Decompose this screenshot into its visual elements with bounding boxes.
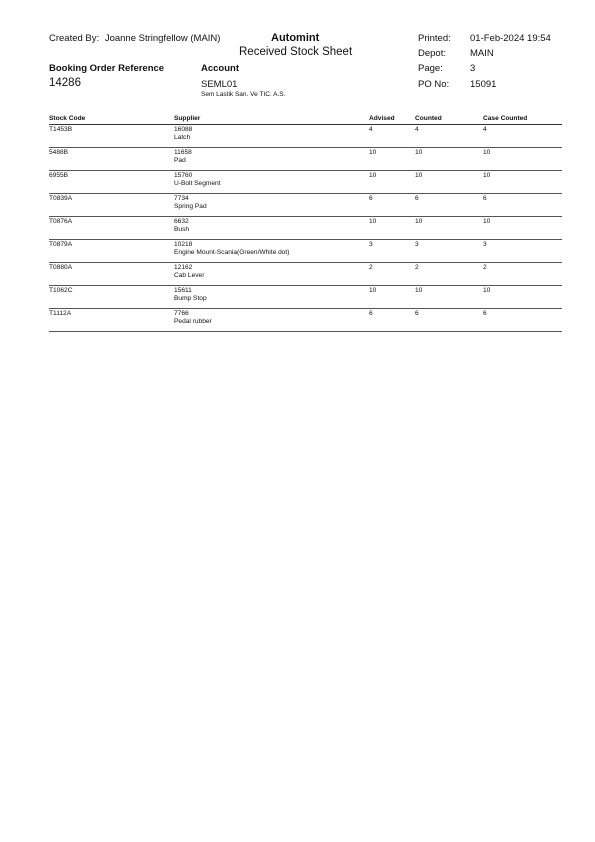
case-counted-qty: 6 (483, 195, 487, 202)
cell-case-counted (483, 194, 562, 217)
table-body (49, 125, 562, 332)
account-label: Account (201, 63, 239, 74)
cell-supplier (174, 148, 369, 171)
table-row (49, 148, 562, 171)
page-label: Page: (418, 63, 443, 74)
cell-case-counted (483, 217, 562, 240)
advised-qty: 3 (369, 241, 373, 248)
advised-qty: 10 (369, 172, 377, 179)
cell-stock-code (49, 309, 174, 332)
cell-counted (415, 148, 483, 171)
advised-qty: 10 (369, 149, 377, 156)
case-counted-qty: 3 (483, 241, 487, 248)
printed-label: Printed: (418, 33, 451, 44)
supplier-code: 7734 (174, 195, 189, 202)
cell-counted (415, 217, 483, 240)
cell-stock-code (49, 125, 174, 148)
cell-advised (369, 240, 415, 263)
cell-case-counted (483, 148, 562, 171)
cell-case-counted (483, 240, 562, 263)
advised-qty: 6 (369, 310, 373, 317)
col-case-counted: Case Counted (483, 114, 562, 125)
col-stock-code: Stock Code (49, 114, 174, 125)
col-counted: Counted (415, 114, 483, 125)
booking-ref-value: 14286 (49, 77, 81, 89)
counted-qty: 10 (415, 287, 423, 294)
counted-qty: 2 (415, 264, 419, 271)
advised-qty: 10 (369, 218, 377, 225)
cell-advised (369, 286, 415, 309)
col-advised: Advised (369, 114, 415, 125)
cell-supplier (174, 194, 369, 217)
cell-advised (369, 125, 415, 148)
stock-table (49, 114, 562, 332)
stock-code: T0880A (49, 264, 73, 271)
cell-advised (369, 194, 415, 217)
po-label: PO No: (418, 79, 450, 90)
cell-case-counted (483, 263, 562, 286)
counted-qty: 10 (415, 149, 423, 156)
advised-qty: 2 (369, 264, 373, 271)
col-supplier: Supplier (174, 114, 369, 125)
supplier-code: 10218 (174, 241, 193, 248)
cell-supplier (174, 217, 369, 240)
stock-code: T0879A (49, 241, 73, 248)
table-header-row (49, 114, 562, 125)
table-row (49, 240, 562, 263)
item-description: Engine Mount-Scania(Green/White dot) (174, 249, 290, 256)
cell-stock-code (49, 240, 174, 263)
created-by-value: Joanne Stringfellow (MAIN) (104, 33, 221, 44)
table-row (49, 263, 562, 286)
item-description: Spring Pad (174, 203, 207, 210)
counted-qty: 10 (415, 172, 423, 179)
cell-stock-code (49, 194, 174, 217)
po-number: 15091 (470, 79, 497, 90)
cell-counted (415, 125, 483, 148)
supplier-code: 6632 (174, 218, 189, 225)
cell-stock-code (49, 217, 174, 240)
cell-advised (369, 263, 415, 286)
cell-supplier (174, 125, 369, 148)
account-name: Sem Lastik San. Ve TIC. A.S. (201, 91, 286, 98)
case-counted-qty: 4 (483, 126, 487, 133)
case-counted-qty: 2 (483, 264, 487, 271)
advised-qty: 4 (369, 126, 373, 133)
case-counted-qty: 10 (483, 218, 491, 225)
table-row (49, 309, 562, 332)
table-row (49, 125, 562, 148)
stock-code: T1112A (49, 310, 72, 317)
supplier-code: 12162 (174, 264, 193, 271)
stock-code: T1453B (49, 126, 73, 133)
cell-advised (369, 309, 415, 332)
counted-qty: 6 (415, 310, 419, 317)
table-row (49, 217, 562, 240)
cell-supplier (174, 263, 369, 286)
cell-case-counted (483, 286, 562, 309)
case-counted-qty: 6 (483, 310, 487, 317)
cell-advised (369, 217, 415, 240)
cell-supplier (174, 309, 369, 332)
cell-supplier (174, 171, 369, 194)
cell-case-counted (483, 125, 562, 148)
cell-supplier (174, 286, 369, 309)
company-name: Automint (271, 32, 320, 44)
depot-value: MAIN (470, 48, 494, 59)
cell-counted (415, 263, 483, 286)
account-code: SEML01 (201, 79, 238, 90)
document-title: Received Stock Sheet (239, 46, 353, 58)
stock-code: T0876A (49, 218, 73, 225)
item-description: U-Bolt Segment (174, 180, 221, 187)
cell-stock-code (49, 148, 174, 171)
depot-label: Depot: (418, 48, 446, 59)
item-description: Pedal rubber (174, 318, 212, 325)
counted-qty: 10 (415, 218, 423, 225)
item-description: Cab Lever (174, 272, 205, 279)
created-by (49, 33, 220, 44)
cell-counted (415, 286, 483, 309)
item-description: Pad (174, 157, 186, 164)
cell-supplier (174, 240, 369, 263)
supplier-code: 15611 (174, 287, 192, 294)
cell-counted (415, 171, 483, 194)
counted-qty: 6 (415, 195, 419, 202)
table-row (49, 194, 562, 217)
cell-stock-code (49, 171, 174, 194)
created-by-label: Created By: (49, 33, 100, 44)
cell-case-counted (483, 171, 562, 194)
stock-code: T0839A (49, 195, 73, 202)
stock-code: T1062C (49, 287, 73, 294)
stock-code: 6955B (49, 172, 69, 179)
cell-counted (415, 240, 483, 263)
item-description: Bump Stop (174, 295, 207, 302)
table-row (49, 171, 562, 194)
table-row (49, 286, 562, 309)
cell-counted (415, 194, 483, 217)
booking-ref-label: Booking Order Reference (49, 63, 165, 74)
cell-advised (369, 171, 415, 194)
cell-case-counted (483, 309, 562, 332)
supplier-code: 11658 (174, 149, 192, 156)
case-counted-qty: 10 (483, 172, 491, 179)
printed-value: 01-Feb-2024 19:54 (470, 33, 551, 44)
item-description: Bush (174, 226, 190, 233)
stock-code: 5488B (49, 149, 69, 156)
supplier-code: 15760 (174, 172, 193, 179)
advised-qty: 6 (369, 195, 373, 202)
cell-counted (415, 309, 483, 332)
item-description: Latch (174, 134, 191, 141)
counted-qty: 3 (415, 241, 419, 248)
case-counted-qty: 10 (483, 149, 491, 156)
cell-advised (369, 148, 415, 171)
supplier-code: 7766 (174, 310, 189, 317)
cell-stock-code (49, 286, 174, 309)
advised-qty: 10 (369, 287, 377, 294)
page-number: 3 (470, 63, 476, 74)
case-counted-qty: 10 (483, 287, 491, 294)
counted-qty: 4 (415, 126, 419, 133)
supplier-code: 16088 (174, 126, 193, 133)
cell-stock-code (49, 263, 174, 286)
